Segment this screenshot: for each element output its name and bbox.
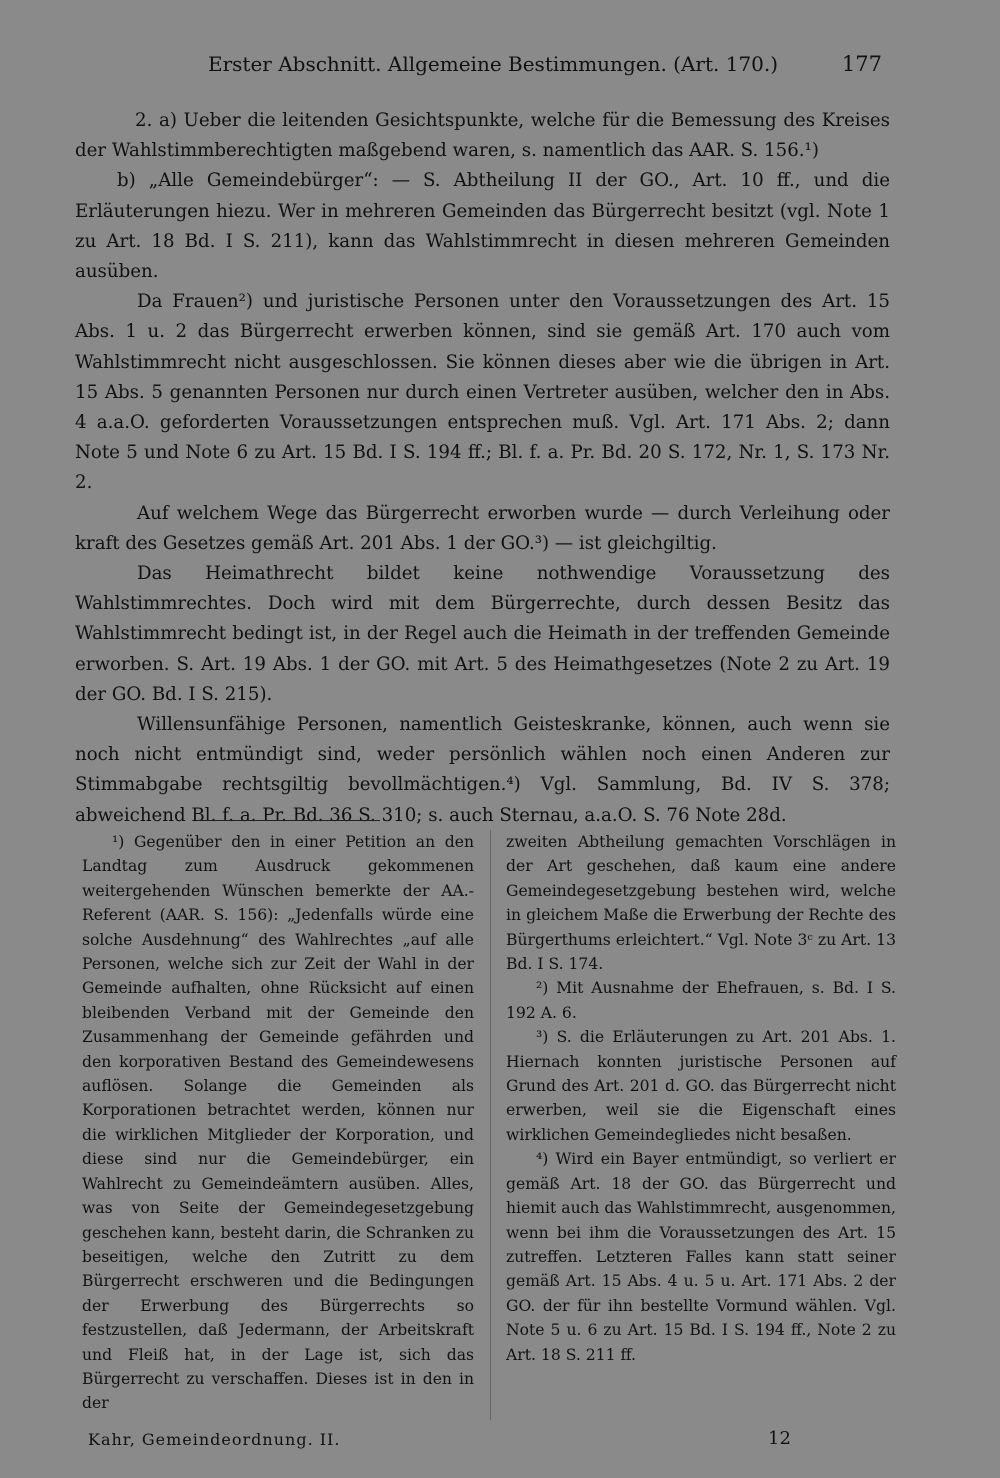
footnote-2: ²) Mit Ausnahme der Ehefrauen, s. Bd. I S. 192 A. 6. [506,979,896,1022]
footnote-3: ³) S. die Erläuterungen zu Art. 201 Abs. 1. Hiernach konnten juristische Personen auf Grund des Art. 201 d. GO. das Bürgerrecht nicht erwerben, weil sie die Eigenschaft eines wirklichen Gemeindegliedes nicht besaßen. [506,1028,896,1144]
footnote-1: ¹) Gegenüber den in einer Petition an den Landtag zum Ausdruck gekommenen weitergehenden Wünschen bemerkte der AA.-Referent (AAR. S. 156): „Jedenfalls würde eine solche Ausdehnung“ des Wahlrechtes „auf alle Personen, welche sich zur Zeit der Wahl in der Gemeinde aufhalten, ohne Rücksicht auf einen bleibenden Verband mit der Gemeinde den Zusammenhang der Gemeinde gefährden und den korporativen Bestand des Gemeindewesens auflösen. Solange die Gemeinden als Korporationen betrachtet werden, können nur die wirklichen Mitglieder der Korporation, und diese sind nur die Gemeindebürger, ein Wahlrecht zu Gemeindeämtern ausüben. Alles, was von Seite der Gemeindegesetzgebung geschehen kann, besteht darin, die Schranken zu beseitigen, welche den Zutritt zu dem Bürgerrecht erschweren und die Bedingungen der Erwerbung des Bürgerrechts so festzustellen, daß Jedermann, der Arbeitskraft und Fleiß hat, in der Lage ist, sich das Bürgerrecht zu verschaffen. Dieses ist in den in der [82,833,474,1413]
page-footer [88,1430,808,1460]
footnote-4: ⁴) Wird ein Bayer entmündigt, so verliert er gemäß Art. 18 der GO. das Bürgerrecht und hiemit auch das Wahlstimmrecht, ausgenommen, wenn bei ihm die Voraussetzungen des Art. 15 zutreffen. Letzteren Falles kann statt seiner gemäß Art. 15 Abs. 4 u. 5 u. Art. 171 Abs. 2 der GO. der für ihn bestellte Vormund wählen. Vgl. Note 5 u. 6 zu Art. 15 Bd. I S. 194 ff., Note 2 zu Art. 18 S. 211 ff. [506,1150,896,1364]
paragraph-2a: 2. a) Ueber die leitenden Gesichtspunkte, welche für die Bemessung des Kreises der Wahlstimmberechtigten maßgebend waren, s. namentlich das AAR. S. 156.¹) [75,110,890,162]
main-text [75,106,890,831]
paragraph-frauen: Da Frauen²) und juristische Personen unter den Voraussetzungen des Art. 15 Abs. 1 u. 2 das Bürgerrecht erwerben können, sind sie gemäß Art. 170 auch vom Wahlstimmrecht nicht ausgeschlossen. Sie können dieses aber wie die übrigen in Art. 15 Abs. 5 genannten Personen nur durch einen Vertreter ausüben, welcher den in Abs. 4 a.a.O. geforderten Voraussetzungen entsprechen muß. Vgl. Art. 171 Abs. 2; dann Note 5 und Note 6 zu Art. 15 Bd. I S. 194 ff.; Bl. f. a. Pr. Bd. 20 S. 172, Nr. 1, S. 173 Nr. 2. [75,291,890,494]
paragraph-heimathrecht: Das Heimathrecht bildet keine nothwendige Voraussetzung des Wahlstimmrechtes. Doch wird mit dem Bürgerrechte, durch dessen Besitz das Wahlstimmrecht bedingt ist, in der Regel auch die Heimath in der treffenden Gemeinde erworben. S. Art. 19 Abs. 1 der GO. mit Art. 5 des Heimathgesetzes (Note 2 zu Art. 19 der GO. Bd. I S. 215). [75,563,890,705]
page-number: 177 [841,52,882,76]
footnotes-left-column [82,830,474,1416]
page-header [78,52,900,86]
signature-line: Kahr, Gemeindeordnung. II. [88,1430,341,1449]
paragraph-willensunfaehige: Willensunfähige Personen, namentlich Geisteskranke, können, auch wenn sie noch nicht entmündigt sind, weder persönlich wählen noch einen Anderen zur Stimmabgabe rechtsgiltig bevollmächtigen.⁴) Vgl. Sammlung, Bd. IV S. 378; abweichend Bl. f. a. Pr. Bd. 36 S. 310; s. auch Sternau, a.a.O. S. 76 Note 28d. [75,714,890,826]
running-title: Erster Abschnitt. Allgemeine Bestimmungen. (Art. 170.) [208,52,779,76]
paragraph-erwerb: Auf welchem Wege das Bürgerrecht erworben wurde — durch Verleihung oder kraft des Gesetzes gemäß Art. 201 Abs. 1 der GO.³) — ist gleichgiltig. [75,502,890,554]
footnote-1-continued: zweiten Abtheilung gemachten Vorschlägen in der Art geschehen, daß kaum eine andere Gemeindegesetzgebung bestehen wird, welche in gleichem Maße die Erwerbung der Rechte des Bürgerthums erleichtert.“ Vgl. Note 3ᶜ zu Art. 13 Bd. I S. 174. [506,833,896,974]
sheet-number: 12 [768,1428,791,1449]
footnote-rule [196,820,380,821]
footnotes-right-column [506,830,896,1367]
paragraph-2b: b) „Alle Gemeindebürger“: — S. Abtheilung II der GO., Art. 10 ff., und die Erläuterungen hiezu. Wer in mehreren Gemeinden das Bürgerrecht besitzt (vgl. Note 1 zu Art. 18 Bd. I S. 211), kann das Wahlstimmrecht in diesen mehreren Gemeinden ausüben. [75,170,890,283]
column-separator [490,830,491,1420]
